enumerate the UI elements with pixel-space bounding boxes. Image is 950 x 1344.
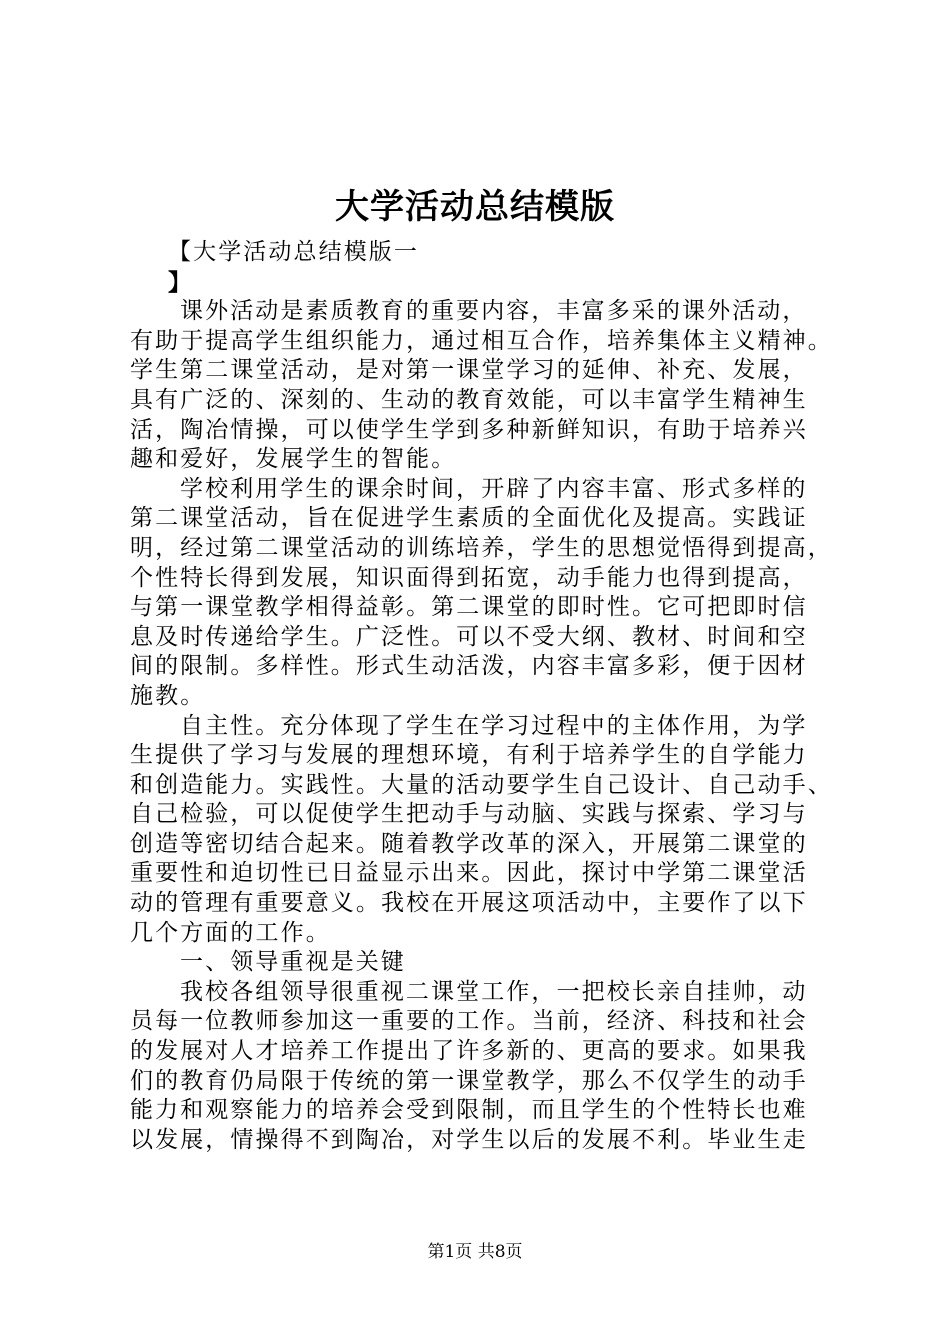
paragraph-line: 创造等密切结合起来。随着教学改革的深入，开展第二课堂的 — [130, 830, 808, 857]
paragraph-line: 趣和爱好，发展学生的智能。 — [130, 446, 457, 473]
paragraph-line: 和创造能力。实践性。大量的活动要学生自己设计、自己动手、 — [130, 771, 833, 798]
paragraph-line: 自主性。充分体现了学生在学习过程中的主体作用，为学 — [180, 712, 808, 739]
paragraph-line: 与第一课堂教学相得益彰。第二课堂的即时性。它可把即时信 — [130, 594, 808, 621]
paragraph-line: 以发展，情操得不到陶冶，对学生以后的发展不利。毕业生走 — [130, 1126, 808, 1153]
paragraph-line: 个性特长得到发展，知识面得到拓宽，动手能力也得到提高， — [130, 564, 808, 591]
paragraph-line: 能力和观察能力的培养会受到限制，而且学生的个性特长也难 — [130, 1097, 808, 1124]
paragraph-line: 间的限制。多样性。形式生动活泼，内容丰富多彩，便于因材 — [130, 653, 808, 680]
paragraph-line: 几个方面的工作。 — [130, 919, 331, 946]
paragraph-line: 们的教育仍局限于传统的第一课堂教学，那么不仅学生的动手 — [130, 1067, 808, 1094]
page-number: 第1页 共8页 — [427, 1242, 523, 1262]
subsection-heading: 一、领导重视是关键 — [180, 949, 406, 976]
paragraph-line: 的发展对人才培养工作提出了许多新的、更高的要求。如果我 — [130, 1038, 808, 1065]
document-title: 大学活动总结模版 — [335, 187, 615, 227]
paragraph-line: 我校各组领导很重视二课堂工作，一把校长亲自挂帅，动 — [180, 978, 808, 1005]
paragraph-line: 明，经过第二课堂活动的训练培养，学生的思想觉悟得到提高， — [130, 534, 833, 561]
paragraph-line: 第二课堂活动，旨在促进学生素质的全面优化及提高。实践证 — [130, 505, 808, 532]
paragraph-line: 员每一位教师参加这一重要的工作。当前，经济、科技和社会 — [130, 1008, 808, 1035]
paragraph-line: 息及时传递给学生。广泛性。可以不受大纲、教材、时间和空 — [130, 623, 808, 650]
paragraph-line: 学校利用学生的课余时间，开辟了内容丰富、形式多样的 — [180, 475, 808, 502]
paragraph-line: 有助于提高学生组织能力，通过相互合作，培养集体主义精神。 — [130, 327, 833, 354]
paragraph-line: 重要性和迫切性已日益显示出来。因此，探讨中学第二课堂活 — [130, 860, 808, 887]
section-heading-open: 【大学活动总结模版一 — [168, 239, 419, 265]
paragraph-line: 生提供了学习与发展的理想环境，有利于培养学生的自学能力 — [130, 742, 808, 769]
paragraph-line: 学生第二课堂活动，是对第一课堂学习的延伸、补充、发展， — [130, 357, 808, 384]
paragraph-line: 动的管理有重要意义。我校在开展这项活动中，主要作了以下 — [130, 890, 808, 917]
paragraph-line: 具有广泛的、深刻的、生动的教育效能，可以丰富学生精神生 — [130, 386, 808, 413]
section-heading-close: 】 — [168, 268, 194, 296]
paragraph-line: 活，陶冶情操，可以使学生学到多种新鲜知识，有助于培养兴 — [130, 416, 808, 443]
paragraph-line: 自己检验，可以促使学生把动手与动脑、实践与探索、学习与 — [130, 801, 808, 828]
paragraph-line: 施教。 — [130, 682, 206, 709]
paragraph-line: 课外活动是素质教育的重要内容，丰富多采的课外活动， — [180, 298, 808, 325]
document-body — [130, 238, 833, 1155]
